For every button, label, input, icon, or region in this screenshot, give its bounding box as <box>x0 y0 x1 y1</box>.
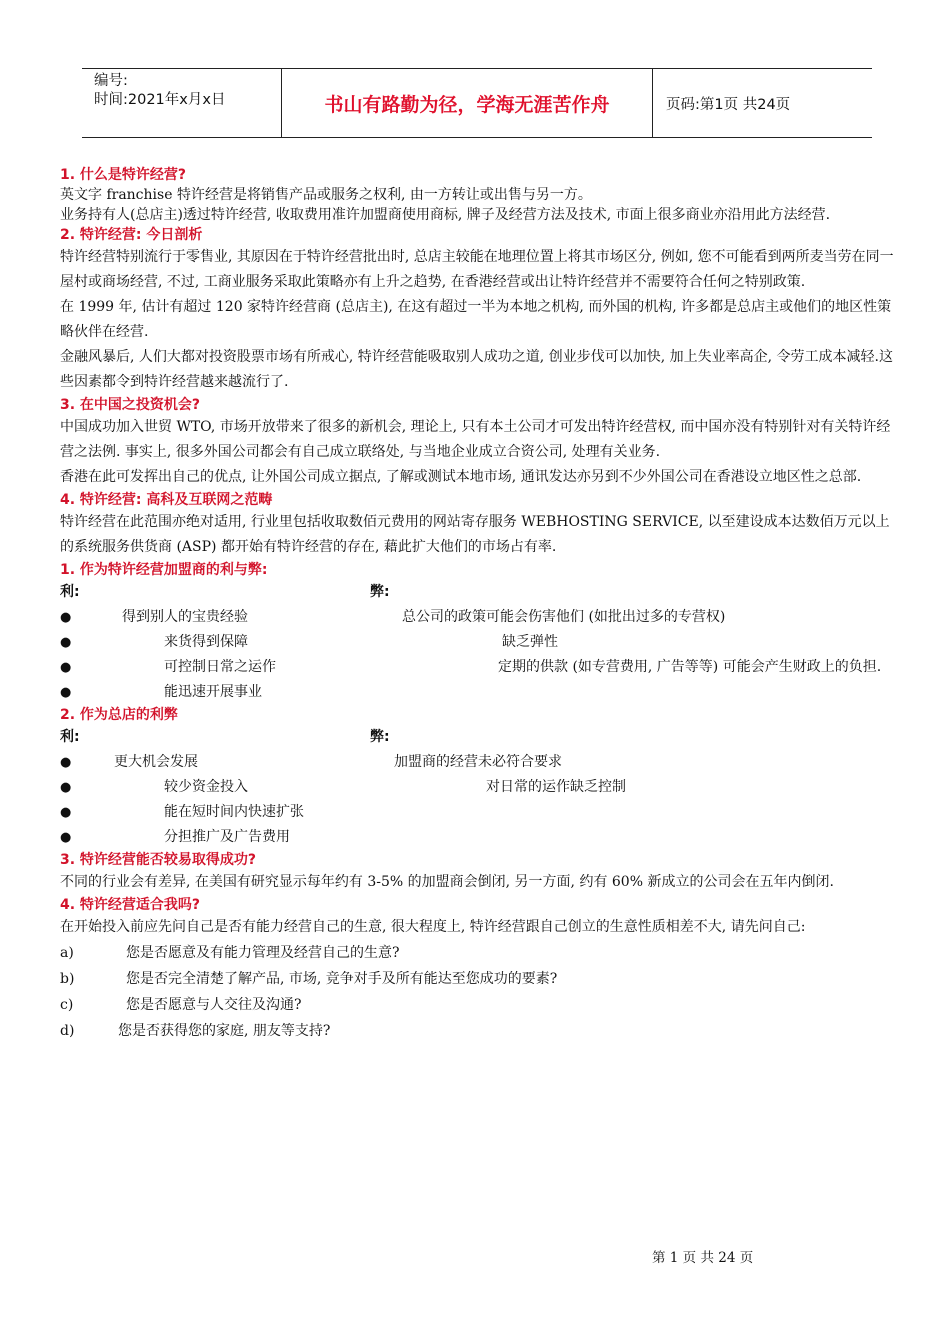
con-item: 缺乏弹性 <box>502 634 558 650</box>
list-item <box>60 966 898 992</box>
list-item <box>60 992 898 1018</box>
pro-item: 能迅速开展事业 <box>164 684 262 700</box>
pros-label: 利: <box>60 584 80 600</box>
bullet-icon: ● <box>60 660 72 675</box>
item-marker: b) <box>60 971 75 987</box>
list-item <box>60 750 898 775</box>
section-heading: 2. 作为总店的利弊 <box>60 707 178 723</box>
header-motto: 书山有路勤为径，学海无涯苦作舟 <box>282 69 653 137</box>
bullet-icon: ● <box>60 805 72 820</box>
header-page-number: 页码:第1页 共24页 <box>666 96 791 113</box>
item-text: 您是否完全清楚了解产品, 市场, 竞争对手及所有能达至您成功的要素? <box>126 971 558 987</box>
paragraph: 香港在此可发挥出自己的优点, 让外国公司成立据点, 了解或测试本地市场, 通讯发达亦另到不少外国公司在香港设立地区性之总部. <box>60 469 862 485</box>
page-footer: 第 1 页 共 24 页 <box>652 1250 754 1266</box>
pro-item: 能在短时间内快速扩张 <box>164 804 304 820</box>
list-item <box>60 630 898 655</box>
item-text: 您是否获得您的家庭, 朋友等支持? <box>118 1023 331 1039</box>
paragraph: 特许经营特别流行于零售业, 其原因在于特许经营批出时, 总店主较能在地理位置上将其市场区分, 例如, 您不可能看到两所麦当劳在同一屋村或商场经营, 不过, 工商业服务采取此策略亦有上升之趋势, 在香港经营或出让特许经营并不需要符合任何之特别政策. <box>60 249 894 290</box>
cons-label: 弊: <box>370 584 390 600</box>
pro-item: 较少资金投入 <box>164 779 248 795</box>
list-item <box>60 800 898 825</box>
con-item <box>444 680 898 705</box>
page-header <box>82 68 872 138</box>
cons-label: 弊: <box>370 729 390 745</box>
list-item <box>60 940 898 966</box>
bullet-icon: ● <box>60 685 72 700</box>
paragraph: 在开始投入前应先问自己是否有能力经营自己的生意, 很大程度上, 特许经营跟自己创立的生意性质相差不大, 请先问自己: <box>60 919 806 935</box>
section-heading: 2. 特许经营: 今日剖析 <box>60 227 203 243</box>
pro-item: 可控制日常之运作 <box>164 659 276 675</box>
bullet-icon: ● <box>60 755 72 770</box>
pro-item: 更大机会发展 <box>114 754 198 770</box>
bullet-icon: ● <box>60 635 72 650</box>
section-heading: 3. 特许经营能否较易取得成功? <box>60 852 257 868</box>
pro-item: 得到别人的宝贵经验 <box>122 609 248 625</box>
con-item <box>444 825 898 850</box>
list-item <box>60 655 898 680</box>
pros-cons-header <box>60 580 898 605</box>
document-date-label: 时间:2021年x月x日 <box>94 92 226 108</box>
list-item <box>60 605 898 630</box>
pros-cons-header <box>60 725 898 750</box>
paragraph: 中国成功加入世贸 WTO, 市场开放带来了很多的新机会, 理论上, 只有本土公司才可发出特许经营权, 而中国亦没有特别针对有关特许经营之法例. 事实上, 很多外国公司都会有自己成立联络处, 与当地企业成立合资公司, 处理有关业务. <box>60 419 891 460</box>
section-heading: 4. 特许经营适合我吗? <box>60 897 201 913</box>
document-body <box>60 165 898 1044</box>
con-item: 定期的供款 (如专营费用, 广告等等) 可能会产生财政上的负担. <box>498 659 882 675</box>
con-item: 总公司的政策可能会伤害他们 (如批出过多的专营权) <box>402 609 726 625</box>
pro-item: 来货得到保障 <box>164 634 248 650</box>
paragraph: 业务持有人(总店主)透过特许经营, 收取费用准许加盟商使用商标, 牌子及经营方法及技术, 市面上很多商业亦沿用此方法经营. <box>60 207 831 223</box>
item-marker: c) <box>60 997 74 1013</box>
paragraph: 金融风暴后, 人们大都对投资股票市场有所戒心, 特许经营能吸取别人成功之道, 创业步伐可以加快, 加上失业率高企, 令劳工成本减轻.这些因素都令到特许经营越来越流行了. <box>60 349 893 390</box>
con-item <box>444 800 898 825</box>
section-heading: 4. 特许经营: 高科及互联网之范畴 <box>60 492 273 508</box>
con-item: 加盟商的经营未必符合要求 <box>394 754 562 770</box>
bullet-icon: ● <box>60 830 72 845</box>
bullet-icon: ● <box>60 780 72 795</box>
paragraph: 不同的行业会有差异, 在美国有研究显示每年约有 3-5% 的加盟商会倒闭, 另一方面, 约有 60% 新成立的公司会在五年内倒闭. <box>60 874 834 890</box>
section-heading: 1. 作为特许经营加盟商的利与弊: <box>60 562 268 578</box>
list-item <box>60 1018 898 1044</box>
section-heading: 1. 什么是特许经营? <box>60 167 187 183</box>
item-text: 您是否愿意与人交往及沟通? <box>126 997 302 1013</box>
header-meta <box>82 69 282 137</box>
list-item <box>60 825 898 850</box>
paragraph: 英文字 franchise 特许经营是将销售产品或服务之权利, 由一方转让或出售与另一方。 <box>60 187 592 203</box>
document-number-label: 编号: <box>94 73 128 89</box>
paragraph: 在 1999 年, 估计有超过 120 家特许经营商 (总店主), 在这有超过一半为本地之机构, 而外国的机构, 许多都是总店主或他们的地区性策略伙伴在经营. <box>60 299 892 340</box>
list-item <box>60 680 898 705</box>
bullet-icon: ● <box>60 610 72 625</box>
pros-label: 利: <box>60 729 80 745</box>
paragraph: 特许经营在此范围亦绝对适用, 行业里包括收取数佰元费用的网站寄存服务 WEBHOSTING SERVICE, 以至建设成本达数佰万元以上的系统服务供货商 (ASP) 都开始有特许经营的存在, 藉此扩大他们的市场占有率. <box>60 514 890 555</box>
item-marker: a) <box>60 945 74 961</box>
section-heading: 3. 在中国之投资机会? <box>60 397 201 413</box>
item-text: 您是否愿意及有能力管理及经营自己的生意? <box>126 945 400 961</box>
pro-item: 分担推广及广告费用 <box>164 829 290 845</box>
list-item <box>60 775 898 800</box>
con-item: 对日常的运作缺乏控制 <box>486 779 626 795</box>
item-marker: d) <box>60 1023 75 1039</box>
